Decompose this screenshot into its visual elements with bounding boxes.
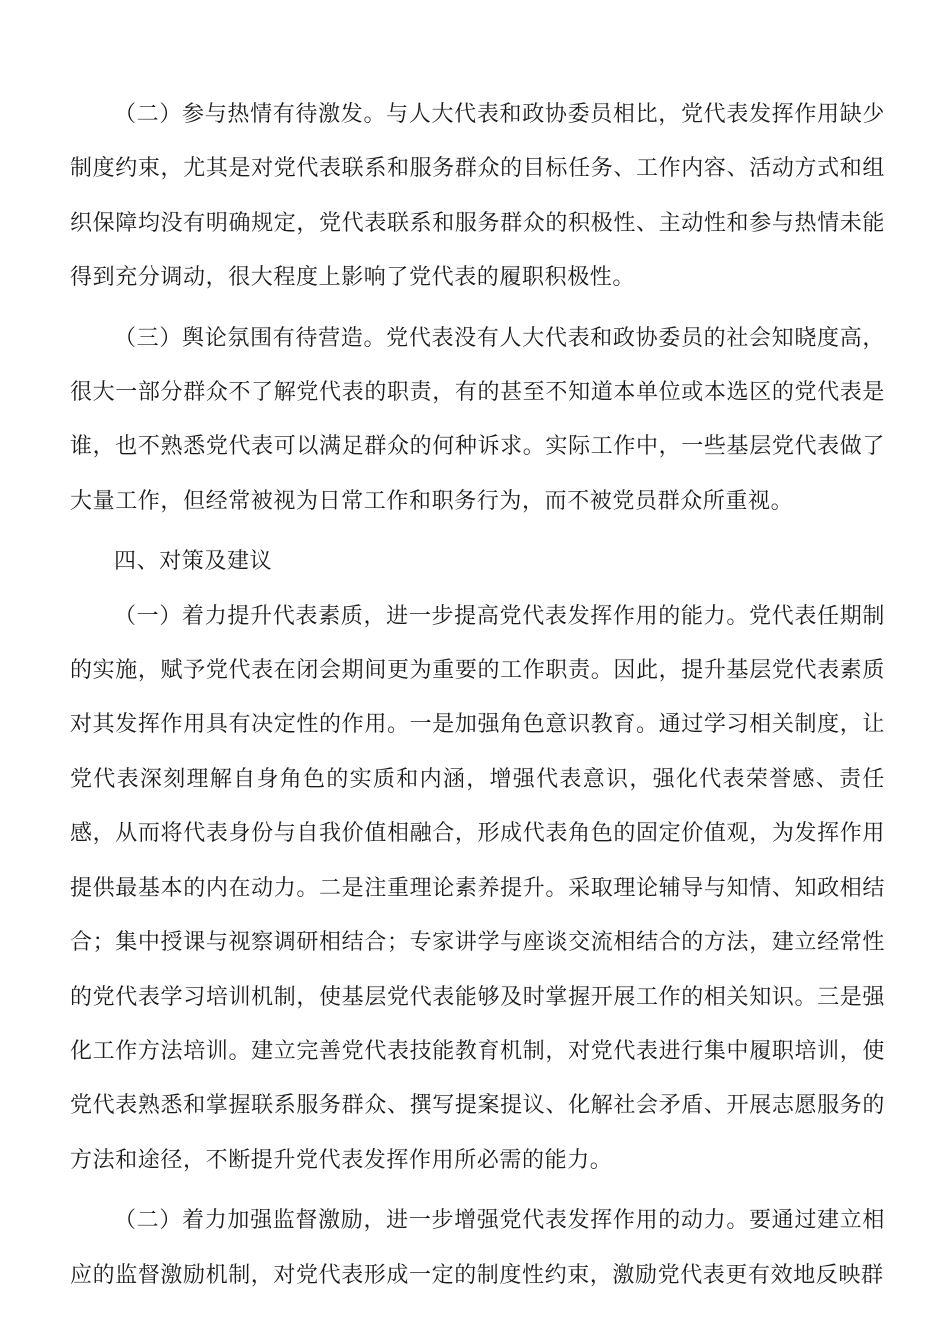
- paragraph-supervision-incentive: （二）着力加强监督激励，进一步增强党代表发挥作用的动力。要通过建立相应的监督激励机制，对党代表形成一定的制度性约束，激励党代表更有效地反映群: [70, 1208, 885, 1288]
- paragraph-public-opinion: （三）舆论氛围有待营造。党代表没有人大代表和政协委员的社会知晓度高，很大一部分群众不了解党代表的职责，有的甚至不知道本单位或本选区的党代表是谁，也不熟悉党代表可以满足群众的何种诉求。实际工作中，一些基层党代表做了大量工作，但经常被视为日常工作和职务行为，而不被党员群众所重视。: [70, 325, 885, 514]
- paragraph-participation-enthusiasm: （二）参与热情有待激发。与人大代表和政协委员相比，党代表发挥作用缺少制度约束，尤其是对党代表联系和服务群众的目标任务、工作内容、活动方式和组织保障均没有明确规定，党代表联系和服务群众的积极性、主动性和参与热情未能得到充分调动，很大程度上影响了党代表的履职积极性。: [70, 102, 885, 291]
- document-page: [70, 88, 885, 1303]
- section-heading-countermeasures: 四、对策及建议: [114, 549, 273, 575]
- paragraph-improve-quality: （一）着力提升代表素质，进一步提高党代表发挥作用的能力。党代表任期制的实施，赋予党代表在闭会期间更为重要的工作职责。因此，提升基层党代表素质对其发挥作用具有决定性的作用。一是加强角色意识教育。通过学习相关制度，让党代表深刻理解自身角色的实质和内涵，增强代表意识，强化代表荣誉感、责任感，从而将代表身份与自我价值相融合，形成代表角色的固定价值观，为发挥作用提供最基本的内在动力。二是注重理论素养提升。采取理论辅导与知情、知政相结合；集中授课与视察调研相结合；专家讲学与座谈交流相结合的方法，建立经常性的党代表学习培训机制，使基层党代表能够及时掌握开展工作的相关知识。三是强化工作方法培训。建立完善党代表技能教育机制，对党代表进行集中履职培训，使党代表熟悉和掌握联系服务群众、撰写提案提议、化解社会矛盾、开展志愿服务的方法和途径，不断提升党代表发挥作用所必需的能力。: [70, 603, 885, 1173]
